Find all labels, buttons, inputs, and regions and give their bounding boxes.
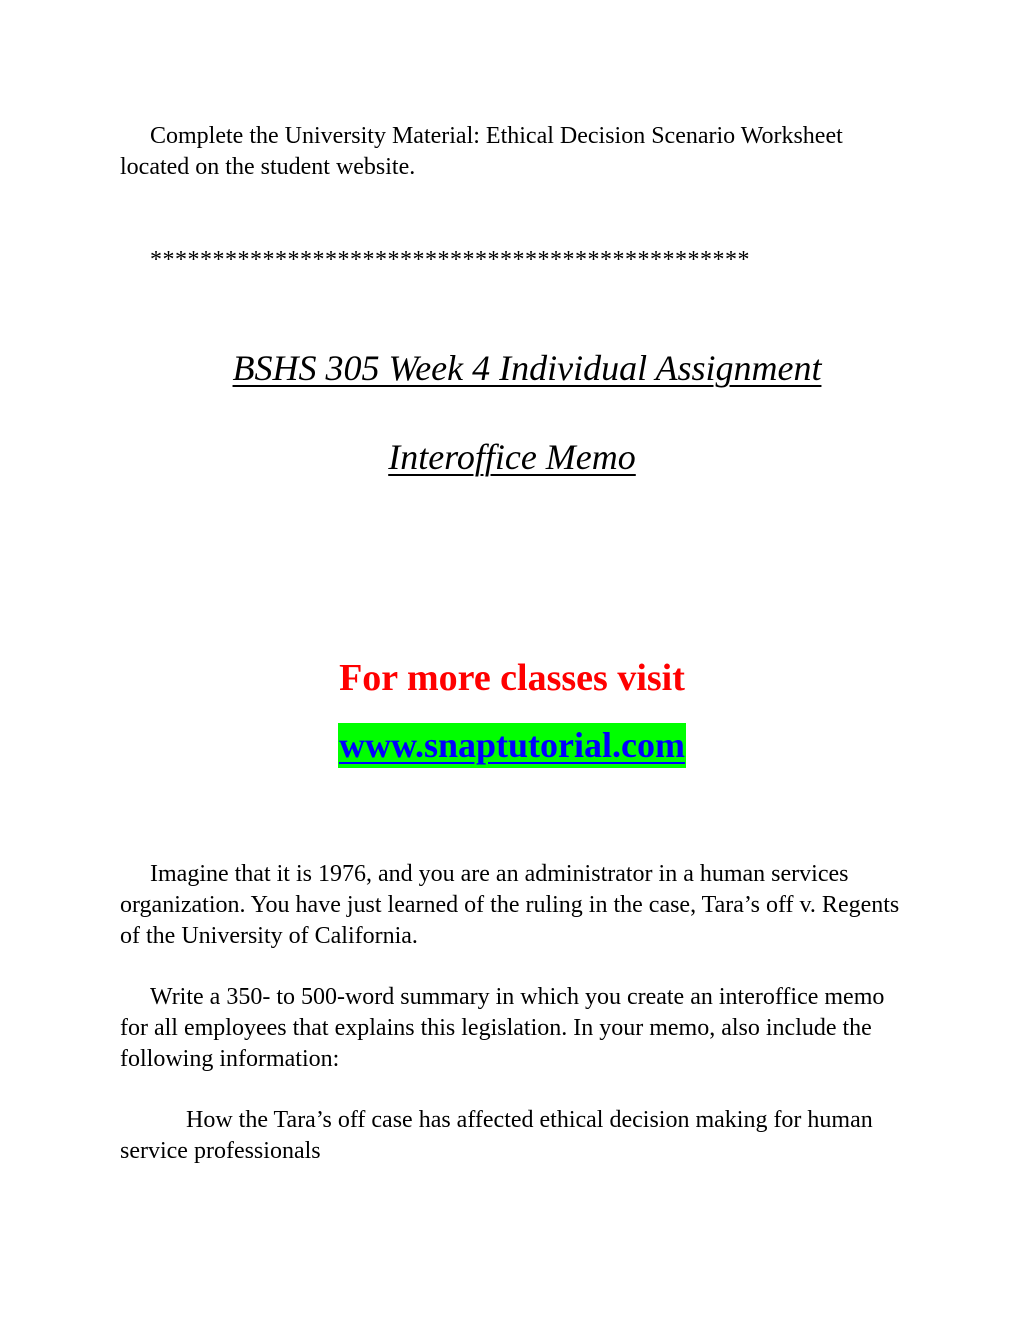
promo-heading: For more classes visit: [339, 657, 685, 699]
instructions-paragraph: Write a 350- to 500-word summary in which you create an interoffice memo for all employees that explains this legislation. In your memo, also include the following information:: [120, 984, 885, 1072]
assignment-title-text: BSHS 305 Week 4 Individual Assignment: [232, 348, 822, 388]
assignment-subtitle-text: Interoffice Memo: [388, 437, 636, 477]
assignment-title: [15, 346, 1024, 390]
separator-line: ************************************************: [150, 247, 750, 273]
requirement-item: How the Tara’s off case has affected ethical decision making for human service professionals: [120, 1107, 873, 1164]
website-link[interactable]: www.snaptutorial.com: [338, 723, 686, 768]
promo-link-container: [0, 723, 1024, 768]
assignment-subtitle: [0, 435, 1024, 479]
scenario-paragraph: Imagine that it is 1976, and you are an administrator in a human services organization. You have just learned of the ruling in the case, Tara’s off v. Regents of the University of California.: [120, 861, 900, 949]
intro-paragraph: Complete the University Material: Ethical Decision Scenario Worksheet located on the student website.: [120, 123, 843, 180]
